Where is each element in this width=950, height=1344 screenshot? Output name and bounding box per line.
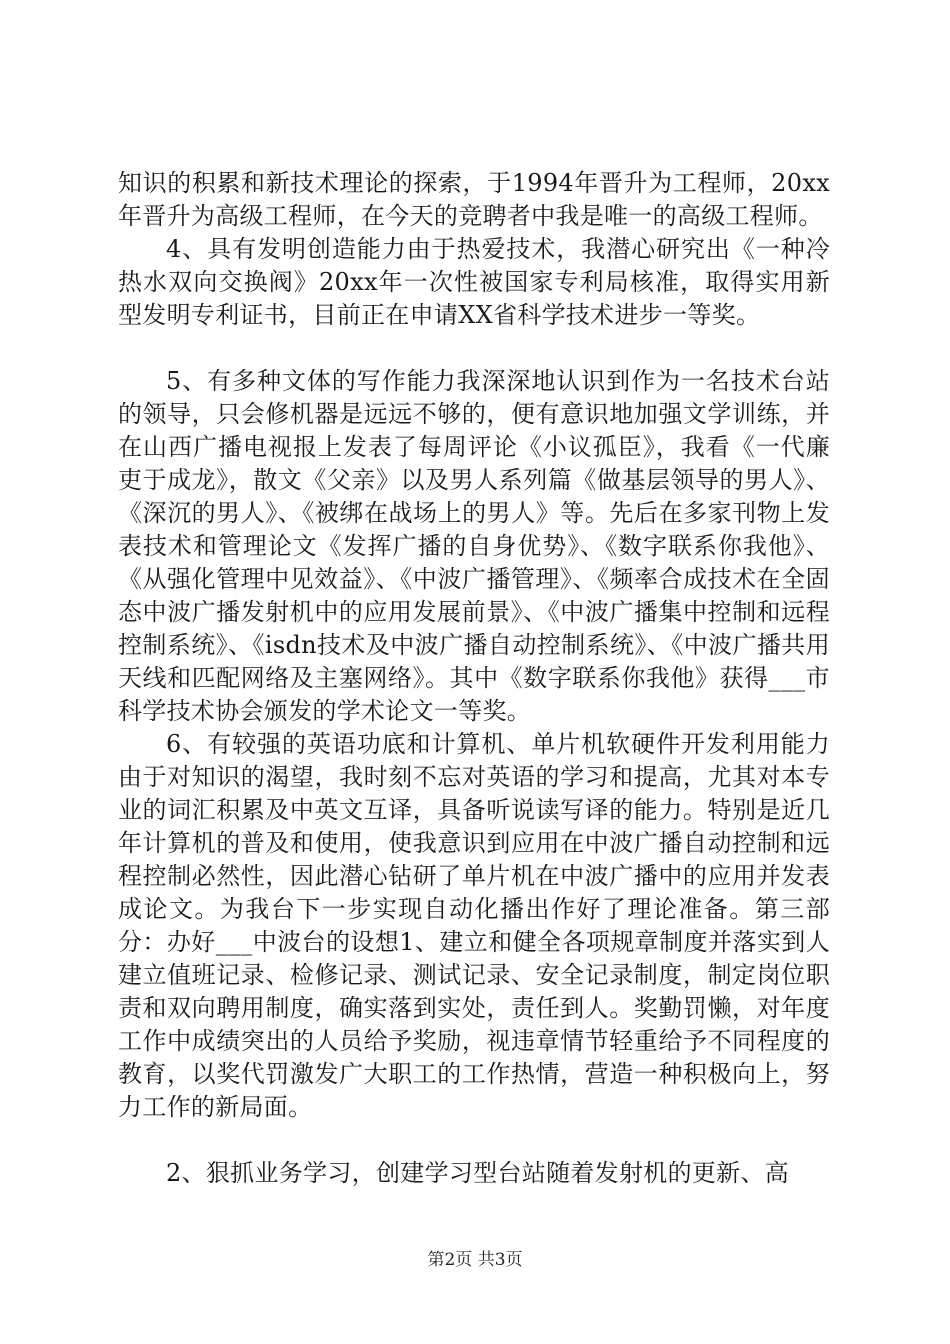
document-body	[118, 167, 830, 1190]
paragraph-2: 4、具有发明创造能力由于热爱技术，我潜心研究出《一种冷热水双向交换阀》20xx年一次性被国家专利局核准，取得实用新型发明专利证书，目前正在申请XX省科学技术进步一等奖。	[118, 235, 830, 329]
paragraph-5: 2、狠抓业务学习，创建学习型台站随着发射机的更新、高	[166, 1159, 790, 1187]
page-footer: 第2页 共3页	[427, 1250, 523, 1270]
paragraph-1: 知识的积累和新技术理论的探索，于1994年晋升为工程师，20xx年晋升为高级工程师，在今天的竞聘者中我是唯一的高级工程师。	[118, 169, 830, 230]
paragraph-4: 6、有较强的英语功底和计算机、单片机软硬件开发利用能力由于对知识的渴望，我时刻不忘对英语的学习和提高，尤其对本专业的词汇积累及中英文互译，具备听说读写译的能力。特别是近几年计算机的普及和使用，使我意识到应用在中波广播自动控制和远程控制必然性，因此潜心钻研了单片机在中波广播中的应用并发表成论文。为我台下一步实现自动化播出作好了理论准备。第三部分：办好___中波台的设想1、建立和健全各项规章制度并落实到人建立值班记录、检修记录、测试记录、安全记录制度，制定岗位职责和双向聘用制度，确实落到实处，责任到人。奖勤罚懒，对年度工作中成绩突出的人员给予奖励，视违章情节轻重给予不同程度的教育，以奖代罚激发广大职工的工作热情，营造一种积极向上，努力工作的新局面。	[118, 730, 830, 1121]
paragraph-3: 5、有多种文体的写作能力我深深地认识到作为一名技术台站的领导，只会修机器是远远不够的，便有意识地加强文学训练，并在山西广播电视报上发表了每周评论《小议孤臣》，我看《一代廉吏于成龙》，散文《父亲》以及男人系列篇《做基层领导的男人》、《深沉的男人》、《被绑在战场上的男人》等。先后在多家刊物上发表技术和管理论文《发挥广播的自身优势》、《数字联系你我他》、《从强化管理中见效益》、《中波广播管理》、《频率合成技术在全固态中波广播发射机中的应用发展前景》、《中波广播集中控制和远程控制系统》、《isdn技术及中波广播自动控制系统》、《中波广播共用天线和匹配网络及主塞网络》。其中《数字联系你我他》获得___市科学技术协会颁发的学术论文一等奖。	[118, 367, 830, 725]
